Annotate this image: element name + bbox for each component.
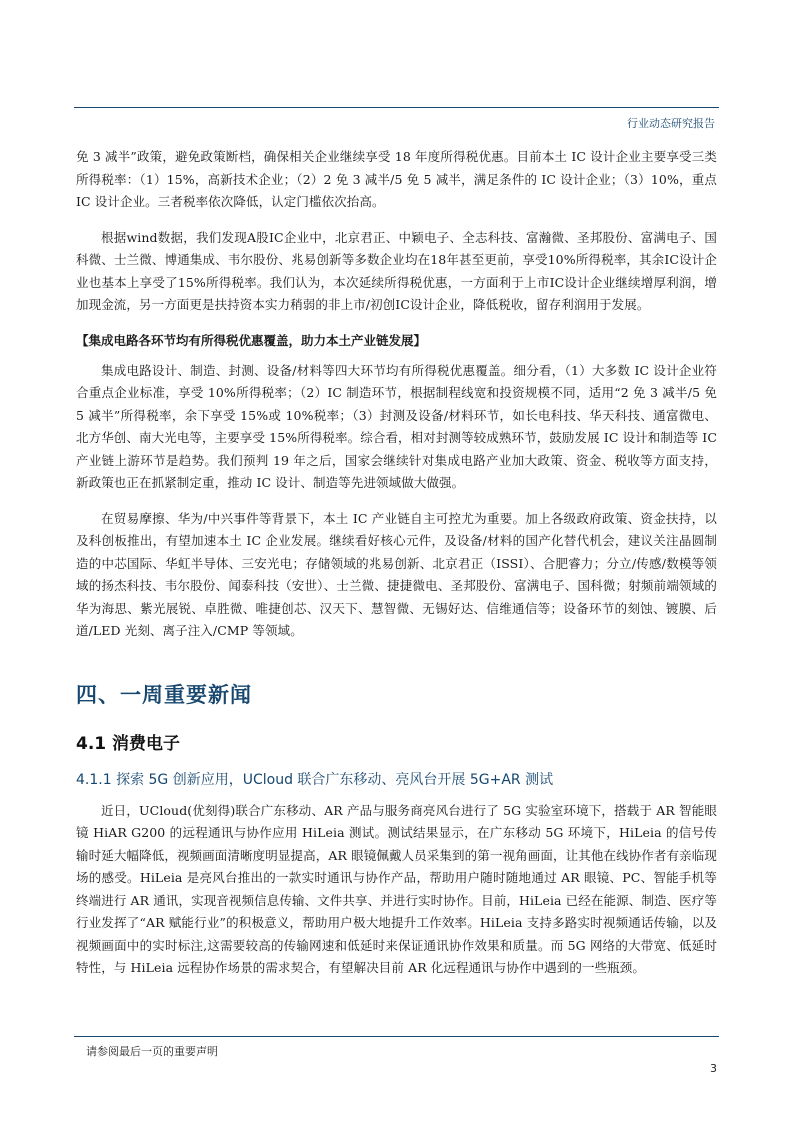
page-number: 3 (710, 1062, 717, 1075)
paragraph-four-segments: 集成电路设计、制造、封测、设备/材料等四大环节均有所得税优惠覆盖。细分看，（1）大多数 IC 设计企业符合重点企业标准，享受 10%所得税率；（2）IC 制造环节，根据制程线宽和投资规模不同，适用“2 免 3 减半/5 免 5 减半”所得税率，余下享受 15%或 10%税率；（3）封测及设备/材料环节，如长电科技、华天科技、通富微电、北方华创、南大光电等，主要享受 15%所得税率。综合看，相对封测等较成熟环节，鼓励发展 IC 设计和制造等 IC 产业链上游环节是趋势。我们预判 19 年之后，国家会继续针对集成电路产业加大政策、资金、税收等方面支持，新政策也正在抓紧制定重，推动 IC 设计、制造等先进领域做大做强。 (76, 362, 717, 490)
disclaimer-note: 请参阅最后一页的重要声明 (86, 1045, 218, 1058)
footer-divider (74, 1036, 719, 1037)
subsection-heading-consumer-electronics: 4.1 消费电子 (76, 733, 181, 754)
section-heading-news: 四、一周重要新闻 (76, 682, 252, 707)
paragraph-tax-rates: 免 3 减半”政策，避免政策断档，确保相关企业继续享受 18 年度所得税优惠。目前本土 IC 设计企业主要享受三类所得税率：（1）15%，高新技术企业；（2）2 免 3 减半/5 免 5 减半，满足条件的 IC 设计企业；（3）10%，重点 IC 设计企业。三者税率依次降低，认定门槛依次抬高。 (76, 149, 717, 209)
page-content (76, 146, 717, 993)
bold-subheading: 【集成电路各环节均有所得税优惠覆盖，助力本土产业链发展】 (76, 332, 427, 348)
paragraph-wind-data: 根据wind数据，我们发现A股IC企业中，北京君正、中颖电子、全志科技、富瀚微、圣邦股份、富满电子、国科微、士兰微、博通集成、韦尔股份、兆易创新等多数企业均在18年甚至更前，享受10%所得税率，其余IC设计企业也基本上享受了15%所得税率。我们认为，本次延续所得税优惠，一方面利于上市IC设计企业继续增厚利润，增加现金流，另一方面更是扶持资本实力稍弱的非上市/初创IC设计企业，降低税收，留存利润用于发展。 (76, 229, 717, 312)
news-item-heading: 4.1.1 探索 5G 创新应用，UCloud 联合广东移动、亮风台开展 5G+AR 测试 (76, 771, 554, 788)
header-divider (74, 107, 719, 108)
paragraph-trade-friction: 在贸易摩擦、华为/中兴事件等背景下，本土 IC 产业链自主可控尤为重要。加上各级政府政策、资金扶持，以及科创板推出，有望加速本土 IC 企业发展。继续看好核心元件，及设备/材料的国产化替代机会，建议关注晶圆制造的中芯国际、华虹半导体、三安光电；存储领域的兆易创新、北京君正（ISSI）、合肥睿力；分立/传感/数模等领域的扬杰科技、韦尔股份、闻泰科技（安世）、士兰微、捷捷微电、圣邦股份、富满电子、国科微；射频前端领域的华为海思、紫光展锐、卓胜微、唯捷创芯、汉天下、慧智微、无锡好达、信维通信等；设备环节的刻蚀、镀膜、后道/LED 光刻、离子注入/CMP 等领域。 (76, 510, 717, 638)
report-type-label: 行业动态研究报告 (627, 117, 715, 130)
paragraph-ucloud-news: 近日，UCloud(优刻得)联合广东移动、AR 产品与服务商亮风台进行了 5G 实验室环境下，搭载于 AR 智能眼镜 HiAR G200 的远程通讯与协作应用 HiLeia 测试。测试结果显示，在广东移动 5G 环境下，HiLeia 的信号传输时延大幅降低，视频画面清晰度明显提高，AR 眼镜佩戴人员采集到的第一视角画面，让其他在线协作者有亲临现场的感受。HiLeia 是亮风台推出的一款实时通讯与协作产品，帮助用户随时随地通过 AR 眼镜、PC、智能手机等终端进行 AR 通讯，实现音视频信息传输、文件共享、并进行实时协作。目前，HiLeia 已经在能源、制造、医疗等行业发挥了“AR 赋能行业”的积极意义，帮助用户极大地提升工作效率。HiLeia 支持多路实时视频通话传输，以及视频画面中的实时标注,这需要较高的传输网速和低延时来保证通讯协作效果和质量。而 5G 网络的大带宽、低延时特性，与 HiLeia 远程协作场景的需求契合，有望解决目前 AR 化远程通讯与协作中遇到的一些瓶颈。 (76, 802, 717, 975)
